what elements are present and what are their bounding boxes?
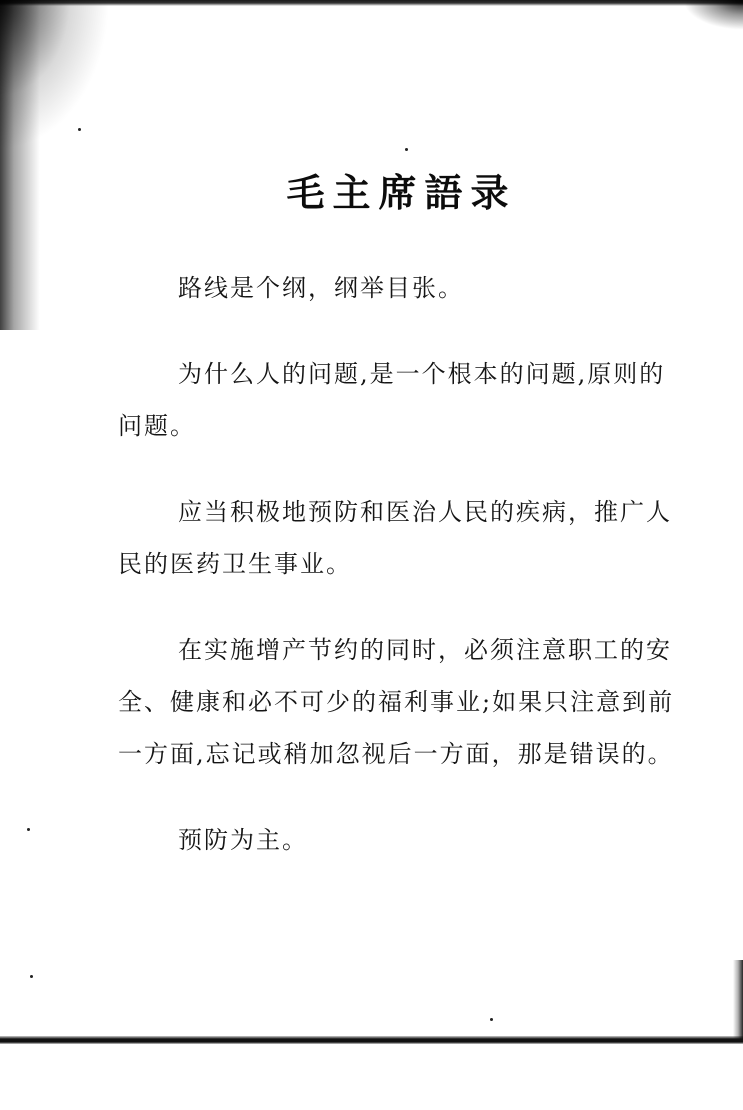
page-top-edge <box>0 0 743 6</box>
quotation-paragraph: 为什么人的问题,是一个根本的问题,原则的问题。 <box>118 360 666 440</box>
page-bottom-rule <box>0 1036 743 1044</box>
page-corner-shadow-top-right <box>683 0 743 30</box>
scan-speck <box>78 128 81 131</box>
quotation-paragraph: 应当积极地预防和医治人民的疾病，推广人民的医药卫生事业。 <box>118 498 672 578</box>
quotation-paragraph: 预防为主。 <box>178 826 308 854</box>
scan-speck <box>405 148 408 151</box>
page-left-edge-shadow <box>0 0 40 330</box>
scan-speck <box>490 1018 493 1021</box>
scan-speck <box>27 828 30 831</box>
page-right-edge-shadow <box>733 960 743 1040</box>
page-title: 毛主席語录 <box>286 171 517 216</box>
scan-speck <box>30 975 33 978</box>
quotation-paragraph: 在实施增产节约的同时，必须注意职工的安全、健康和必不可少的福利事业;如果只注意到前一方面,忘记或稍加忽视后一方面，那是错误的。 <box>118 636 675 768</box>
quotation-list <box>118 262 678 866</box>
quotation-paragraph: 路线是个纲，纲举目张。 <box>178 274 464 302</box>
